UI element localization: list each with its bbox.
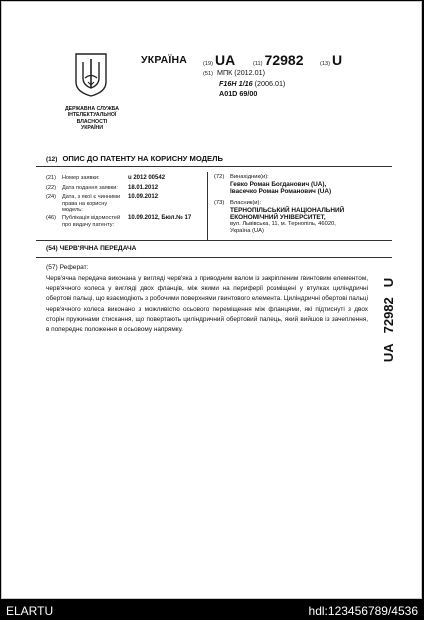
abstract-text: Черв'ячна передача виконана у вигляді черв'яка з приводним валом із закріпленим гвинтовим елементом, черв'ячного колеса у вигляді двох фланців, між якими на периферії розміщені у втулках циліндричні обертові пальці, що взаємодіють з робочими поверхнями гвинтового елемента. Циліндричні обертові пальці черв'ячного колеса виконано з можливістю осьового переміщення між фланцями, які підтиснуті з двох сторін пружинами стискання, що повертають циліндричний обертовий палець, який вийшов із зачеплення, в попереднє положення в осьовому напрямку. xyxy=(46,275,368,334)
viewer-footer xyxy=(0,600,424,620)
biblio-num: (22) xyxy=(46,185,56,191)
handle-link[interactable]: hdl:123456789/4536 xyxy=(308,604,418,618)
abstract-num: (57) xyxy=(46,264,58,271)
biblio-num: (21) xyxy=(46,175,56,181)
patent-number xyxy=(253,52,303,66)
inventor-name: Гевко Роман Богданович (UA), xyxy=(230,181,327,188)
inventors xyxy=(214,174,390,195)
owner-name-line: ТЕРНОПІЛЬСЬКИЙ НАЦІОНАЛЬНИЙ xyxy=(230,207,345,214)
patent-page xyxy=(1,1,422,599)
biblio-num: (24) xyxy=(46,194,56,200)
side-number: 72982 xyxy=(380,297,396,334)
column-divider xyxy=(207,172,208,240)
country-code-value: UA xyxy=(214,52,236,68)
repository-name: ELARTU xyxy=(6,604,54,618)
patent-kind-num: (13) xyxy=(320,61,330,67)
ipc-num: (51) xyxy=(203,71,213,77)
agency-line: ІНТЕЛЕКТУАЛЬНОЇ xyxy=(67,112,117,119)
utility-model-title xyxy=(46,245,136,252)
document-title-text: ОПИС ДО ПАТЕНТУ НА КОРИСНУ МОДЕЛЬ xyxy=(62,154,223,163)
utility-model-title-text: ЧЕРВ'ЯЧНА ПЕРЕДАЧА xyxy=(59,245,137,252)
owner-address-line: вул. Львівська, 11, м. Тернопіль, 46020, xyxy=(230,221,336,227)
biblio-label: Номер заявки: xyxy=(62,175,100,181)
ipc-line xyxy=(203,68,285,79)
document-title-num: (12) xyxy=(46,156,58,163)
ipc-classification xyxy=(203,68,285,99)
ipc-class2: A01D 69/00 xyxy=(219,89,258,98)
owner-label: Власник(и): xyxy=(230,200,262,206)
bibliographic-data xyxy=(36,172,392,240)
abstract-heading xyxy=(46,264,89,271)
biblio-row xyxy=(46,194,206,214)
patent-kind xyxy=(320,52,342,66)
ipc-class-line xyxy=(203,79,285,89)
ipc-year: (2012.01) xyxy=(234,68,266,77)
inventor-name: Івасечко Роман Романович (UA) xyxy=(230,188,332,195)
biblio-value: u 2012 00542 xyxy=(128,175,166,181)
patent-number-value: 72982 xyxy=(264,52,304,68)
biblio-value: 10.09.2012 xyxy=(128,194,159,200)
divider xyxy=(36,257,392,258)
side-kind: U xyxy=(380,277,396,288)
agency-line: УКРАЇНИ xyxy=(80,125,104,132)
biblio-num: (46) xyxy=(46,215,56,221)
inventors-num: (72) xyxy=(214,174,225,180)
divider xyxy=(36,166,392,167)
inventors-label: Винахідник(и): xyxy=(230,174,269,180)
biblio-row xyxy=(46,215,206,231)
country-code-num: (19) xyxy=(203,61,213,67)
owner xyxy=(214,200,390,235)
abstract-label: Реферат: xyxy=(59,264,89,271)
owner-address-line: Україна (UA) xyxy=(230,228,264,234)
side-country: UA xyxy=(380,343,396,363)
ipc-label: МПК xyxy=(216,68,233,77)
country-code xyxy=(203,52,235,66)
ipc-class-line xyxy=(203,89,285,99)
patent-number-num: (11) xyxy=(253,61,263,67)
country-name: УКРАЇНА xyxy=(141,54,188,66)
ipc-class1: F16H 1/16 xyxy=(219,79,253,88)
owner-num: (73) xyxy=(214,200,225,206)
biblio-value: 10.09.2012, Бюл.№ 17 xyxy=(128,215,192,221)
coat-of-arms-icon xyxy=(74,52,108,98)
biblio-label: Публікація відомостей про видачу патенту: xyxy=(62,215,121,228)
document-title xyxy=(46,154,223,163)
biblio-label: Дата, з якої є чинними права на корисну модель: xyxy=(62,194,121,214)
side-patent-code xyxy=(368,272,408,368)
patent-kind-value: U xyxy=(331,52,343,68)
ipc-class1-version: (2006.01) xyxy=(254,79,286,88)
agency-name xyxy=(46,106,138,132)
biblio-label: Дата подання заявки: xyxy=(62,185,118,191)
agency-line: ДЕРЖАВНА СЛУЖБА xyxy=(64,106,120,112)
biblio-value: 18.01.2012 xyxy=(128,185,159,191)
divider xyxy=(36,240,392,241)
owner-name-line: ЕКОНОМІЧНИЙ УНІВЕРСИТЕТ, xyxy=(230,214,326,221)
utility-model-num: (54) xyxy=(46,245,58,252)
agency-line: ВЛАСНОСТІ xyxy=(76,118,108,125)
